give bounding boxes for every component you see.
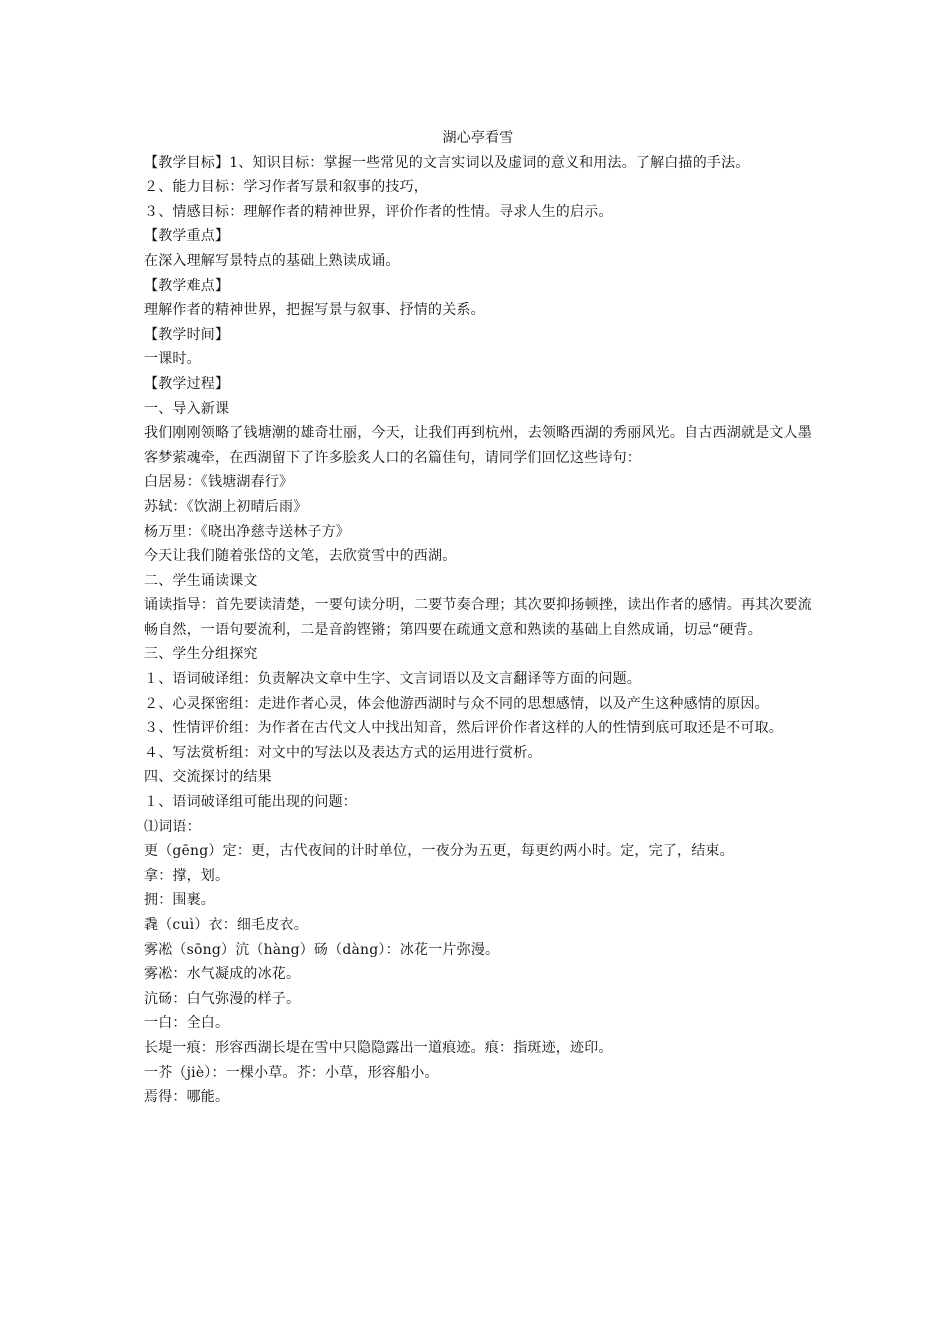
text-line: 二、学生诵读课文 bbox=[144, 572, 258, 589]
text-line: 更（gēng）定：更，古代夜间的计时单位，一夜分为五更，每更约两小时。定，完了，结束。 bbox=[144, 843, 734, 860]
text-line: 拿：撑，划。 bbox=[144, 867, 230, 884]
text-line: 杨万里：《晓出净慈寺送林子方》 bbox=[144, 523, 350, 540]
text-line: 四、交流探讨的结果 bbox=[144, 769, 272, 786]
text-line: 【教学时间】 bbox=[144, 326, 230, 343]
text-line: １、语词破译组：负责解决文章中生字、文言词语以及文言翻译等方面的问题。 bbox=[144, 671, 641, 688]
text-line: 一、导入新课 bbox=[144, 400, 230, 417]
text-line: 一芥（jiè）：一棵小草。芥：小草，形容船小。 bbox=[144, 1064, 439, 1081]
text-line: ３、性情评价组：为作者在古代文人中找出知音，然后评价作者这样的人的性情到底可取还是不可取。 bbox=[144, 720, 783, 737]
text-line: 理解作者的精神世界，把握写景与叙事、抒情的关系。 bbox=[144, 302, 485, 319]
text-line: 毳（cuì）衣：细毛皮衣。 bbox=[144, 917, 308, 933]
text-line: ２、心灵探密组：走进作者心灵，体会他游西湖时与众不同的思想感情，以及产生这种感情的原因。 bbox=[144, 695, 769, 712]
text-line: 诵读指导：首先要读清楚，一要句读分明，二要节奏合理；其次要抑扬顿挫，读出作者的感情。再其次要流畅自然，一语句要流利，二是音韵铿锵；第四要在疏通文意和熟读的基础上自然成诵，切忌“硬背。 bbox=[144, 597, 812, 638]
text-line: 【教学重点】 bbox=[144, 228, 230, 245]
text-line: ２、能力目标：学习作者写景和叙事的技巧， bbox=[144, 179, 428, 196]
document-lines bbox=[144, 151, 812, 1110]
text-line: 沆砀：白气弥漫的样子。 bbox=[144, 990, 301, 1007]
text-line: 拥：围裹。 bbox=[144, 892, 215, 909]
text-line: 一白：全白。 bbox=[144, 1015, 230, 1032]
text-line: 【教学难点】 bbox=[144, 277, 230, 294]
document-body bbox=[144, 126, 812, 1110]
text-line: 雾凇：水气凝成的冰花。 bbox=[144, 966, 301, 983]
text-line: 【教学过程】 bbox=[144, 375, 230, 392]
text-line: 今天让我们随着张岱的文笔，去欣赏雪中的西湖。 bbox=[144, 548, 457, 565]
text-line: ⑴词语： bbox=[144, 818, 201, 835]
text-line: １、语词破译组可能出现的问题： bbox=[144, 794, 357, 811]
text-line: 一课时。 bbox=[144, 351, 201, 368]
text-line: 白居易：《钱塘湖春行》 bbox=[144, 474, 294, 491]
text-line: 我们刚刚领略了钱塘潮的雄奇壮丽，今天，让我们再到杭州，去领略西湖的秀丽风光。自古西湖就是文人墨客梦萦魂牵，在西湖留下了许多脍炙人口的名篇佳句，请同学们回忆这些诗句： bbox=[144, 425, 812, 466]
text-line: 焉得：哪能。 bbox=[144, 1089, 230, 1106]
text-line: 长堤一痕：形容西湖长堤在雪中只隐隐露出一道痕迹。痕：指斑迹，迹印。 bbox=[144, 1039, 613, 1056]
text-line: ４、写法赏析组：对文中的写法以及表达方式的运用进行赏析。 bbox=[144, 744, 542, 761]
text-line: 三、学生分组探究 bbox=[144, 646, 258, 663]
text-line: 在深入理解写景特点的基础上熟读成诵。 bbox=[144, 252, 400, 269]
text-line: ３、情感目标：理解作者的精神世界，评价作者的性情。寻求人生的启示。 bbox=[144, 203, 613, 220]
text-line: 【教学目标】1、知识目标：掌握一些常见的文言实词以及虚词的意义和用法。了解白描的手法。 bbox=[144, 154, 750, 171]
document-title: 湖心亭看雪 bbox=[442, 130, 514, 146]
text-line: 苏轼：《饮湖上初晴后雨》 bbox=[144, 498, 308, 515]
text-line: 雾凇（sōng）沆（hàng）砀（dàng）：冰花一片弥漫。 bbox=[144, 941, 500, 958]
